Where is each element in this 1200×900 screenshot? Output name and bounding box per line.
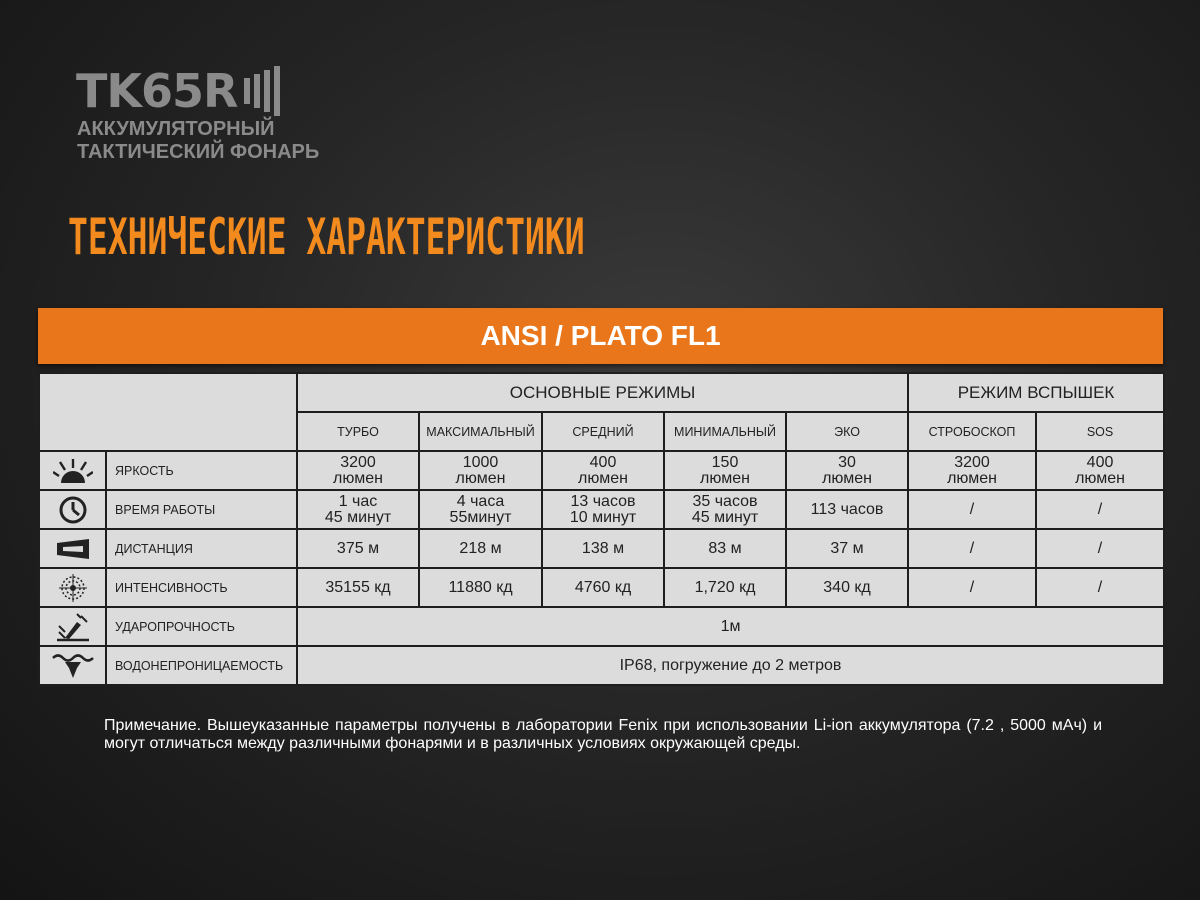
value-cell: 83 м bbox=[664, 529, 786, 568]
row-distance bbox=[39, 529, 1164, 568]
value-cell: 11880 кд bbox=[419, 568, 542, 607]
value-cell: 138 м bbox=[542, 529, 664, 568]
merged-value-cell: IP68, погружение до 2 метров bbox=[297, 646, 1164, 685]
impact-icon bbox=[39, 607, 106, 646]
row-label-runtime: ВРЕМЯ РАБОТЫ bbox=[106, 490, 297, 529]
mode-max: МАКСИМАЛЬНЫЙ bbox=[419, 412, 542, 451]
row-label-distance: ДИСТАНЦИЯ bbox=[106, 529, 297, 568]
row-label-brightness: ЯРКОСТЬ bbox=[106, 451, 297, 490]
value-cell: / bbox=[908, 568, 1036, 607]
value-cell: 400 люмен bbox=[1036, 451, 1164, 490]
value-cell: 113 часов bbox=[786, 490, 908, 529]
mode-min: МИНИМАЛЬНЫЙ bbox=[664, 412, 786, 451]
group-header-row bbox=[39, 373, 1164, 412]
group-flash-modes: РЕЖИМ ВСПЫШЕК bbox=[908, 373, 1164, 412]
value-cell: 30 люмен bbox=[786, 451, 908, 490]
value-cell: 4760 кд bbox=[542, 568, 664, 607]
value-cell: 4 часа 55минут bbox=[419, 490, 542, 529]
row-label-impact: УДАРОПРОЧНОСТЬ bbox=[106, 607, 297, 646]
row-waterproof bbox=[39, 646, 1164, 685]
mode-strobe: СТРОБОСКОП bbox=[908, 412, 1036, 451]
value-cell: / bbox=[908, 529, 1036, 568]
row-brightness bbox=[39, 451, 1164, 490]
value-cell: 13 часов 10 минут bbox=[542, 490, 664, 529]
value-cell: 1 час 45 минут bbox=[297, 490, 419, 529]
brightness-icon bbox=[39, 451, 106, 490]
row-intensity bbox=[39, 568, 1164, 607]
mode-sos: SOS bbox=[1036, 412, 1164, 451]
subtitle-line-1: АККУМУЛЯТОРНЫЙ bbox=[77, 118, 275, 140]
row-label-intensity: ИНТЕНСИВНОСТЬ bbox=[106, 568, 297, 607]
mode-medium: СРЕДНИЙ bbox=[542, 412, 664, 451]
value-cell: 150 люмен bbox=[664, 451, 786, 490]
specs-table bbox=[38, 372, 1165, 686]
value-cell: 3200 люмен bbox=[297, 451, 419, 490]
value-cell: / bbox=[1036, 529, 1164, 568]
mode-eco: ЭКО bbox=[786, 412, 908, 451]
row-label-waterproof: ВОДОНЕПРОНИЦАЕМОСТЬ bbox=[106, 646, 297, 685]
value-cell: 35155 кд bbox=[297, 568, 419, 607]
value-cell: / bbox=[908, 490, 1036, 529]
banner-label: ANSI / PLATO FL1 bbox=[480, 320, 721, 351]
target-icon bbox=[39, 568, 106, 607]
standard-banner bbox=[38, 308, 1163, 364]
value-cell: 37 м bbox=[786, 529, 908, 568]
value-cell: 375 м bbox=[297, 529, 419, 568]
value-cell: / bbox=[1036, 490, 1164, 529]
value-cell: 1000 люмен bbox=[419, 451, 542, 490]
row-runtime bbox=[39, 490, 1164, 529]
distance-icon bbox=[39, 529, 106, 568]
value-cell: 35 часов 45 минут bbox=[664, 490, 786, 529]
product-subtitle bbox=[77, 118, 319, 164]
value-cell: 3200 люмен bbox=[908, 451, 1036, 490]
flashlight-icon bbox=[240, 66, 280, 116]
page-title: ТЕХНИЧЕСКИЕ ХАРАКТЕРИСТИКИ bbox=[68, 208, 585, 266]
product-logo bbox=[76, 66, 280, 116]
water-icon bbox=[39, 646, 106, 685]
value-cell: / bbox=[1036, 568, 1164, 607]
value-cell: 218 м bbox=[419, 529, 542, 568]
value-cell: 400 люмен bbox=[542, 451, 664, 490]
footnote: Примечание. Вышеуказанные параметры получены в лаборатории Fenix при использовании Li-ion аккумулятора (7.2 , 5000 мАч) и могут отличаться между различными фонарями и в различных условиях окружающей среды. bbox=[104, 717, 1102, 752]
logo-text: TK65R bbox=[76, 64, 238, 118]
merged-value-cell: 1м bbox=[297, 607, 1164, 646]
clock-icon bbox=[39, 490, 106, 529]
mode-turbo: ТУРБО bbox=[297, 412, 419, 451]
value-cell: 1,720 кд bbox=[664, 568, 786, 607]
value-cell: 340 кд bbox=[786, 568, 908, 607]
group-main-modes: ОСНОВНЫЕ РЕЖИМЫ bbox=[297, 373, 908, 412]
corner-cell bbox=[39, 373, 297, 451]
row-impact bbox=[39, 607, 1164, 646]
subtitle-line-2: ТАКТИЧЕСКИЙ ФОНАРЬ bbox=[77, 141, 320, 163]
